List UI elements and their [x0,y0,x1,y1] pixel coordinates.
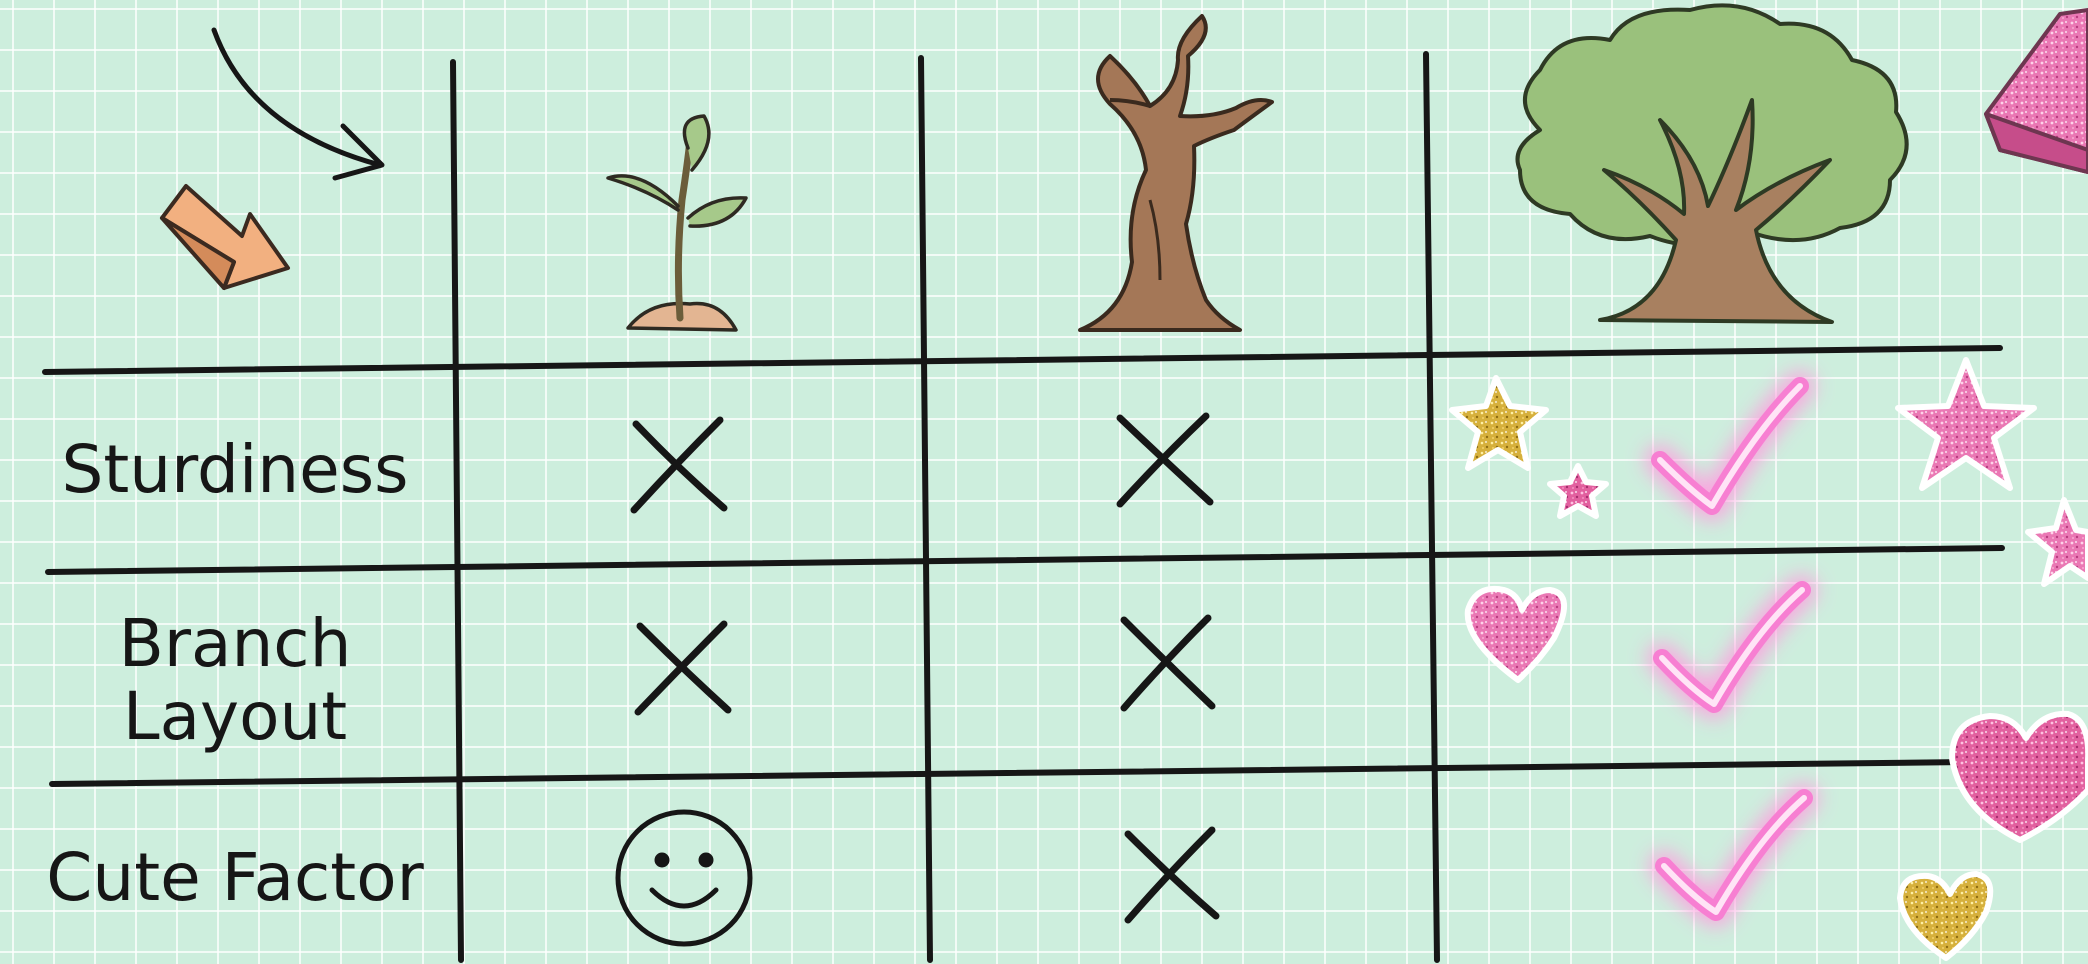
pink-heart-icon [1468,589,1564,680]
cross-mark-icon [1124,618,1212,708]
vertical-divider-2 [921,58,930,960]
pink-gem-icon [1986,10,2088,172]
smiley-face-icon [618,812,750,944]
pink-check-icon [1664,798,1804,912]
edge-pink-star-icon [2028,500,2088,584]
gold-star-icon [1452,378,1546,468]
small-pink-star-icon [1550,466,1606,516]
vertical-divider-1 [453,62,461,960]
vertical-divider-3 [1426,54,1437,960]
curved-arrow-icon [214,30,382,178]
pink-check-icon [1662,590,1802,704]
cross-mark-icon [638,624,728,712]
row-label-line: Branch [118,605,352,683]
cross-mark-icon [634,420,724,510]
big-pink-heart-icon [1952,714,2088,840]
row-label-line: Sturdiness [61,430,409,508]
row-label-line: Cute Factor [46,838,424,916]
row-sturdiness-marks [634,386,1800,510]
cross-mark-icon [1128,830,1216,920]
pink-check-icon [1660,386,1800,506]
horizontal-divider-1 [45,348,2000,372]
orange-arrow-icon [162,186,288,288]
row-label-sturdiness [20,400,450,540]
bare-tree-icon [1080,16,1272,330]
row-branch-layout-marks [638,590,1802,712]
sprout-icon [608,116,746,330]
big-leafy-tree-icon [1518,5,1907,322]
cross-mark-icon [1120,416,1210,504]
horizontal-divider-2 [48,548,2002,572]
row-label-branch-layout [20,586,450,776]
gold-heart-icon [1900,874,1990,958]
row-cute-factor-marks [618,798,1804,944]
big-pink-star-icon [1898,360,2034,488]
decorative-stickers [1452,360,2088,958]
row-label-line: Layout [122,678,348,755]
row-label-cute-factor [20,808,450,948]
